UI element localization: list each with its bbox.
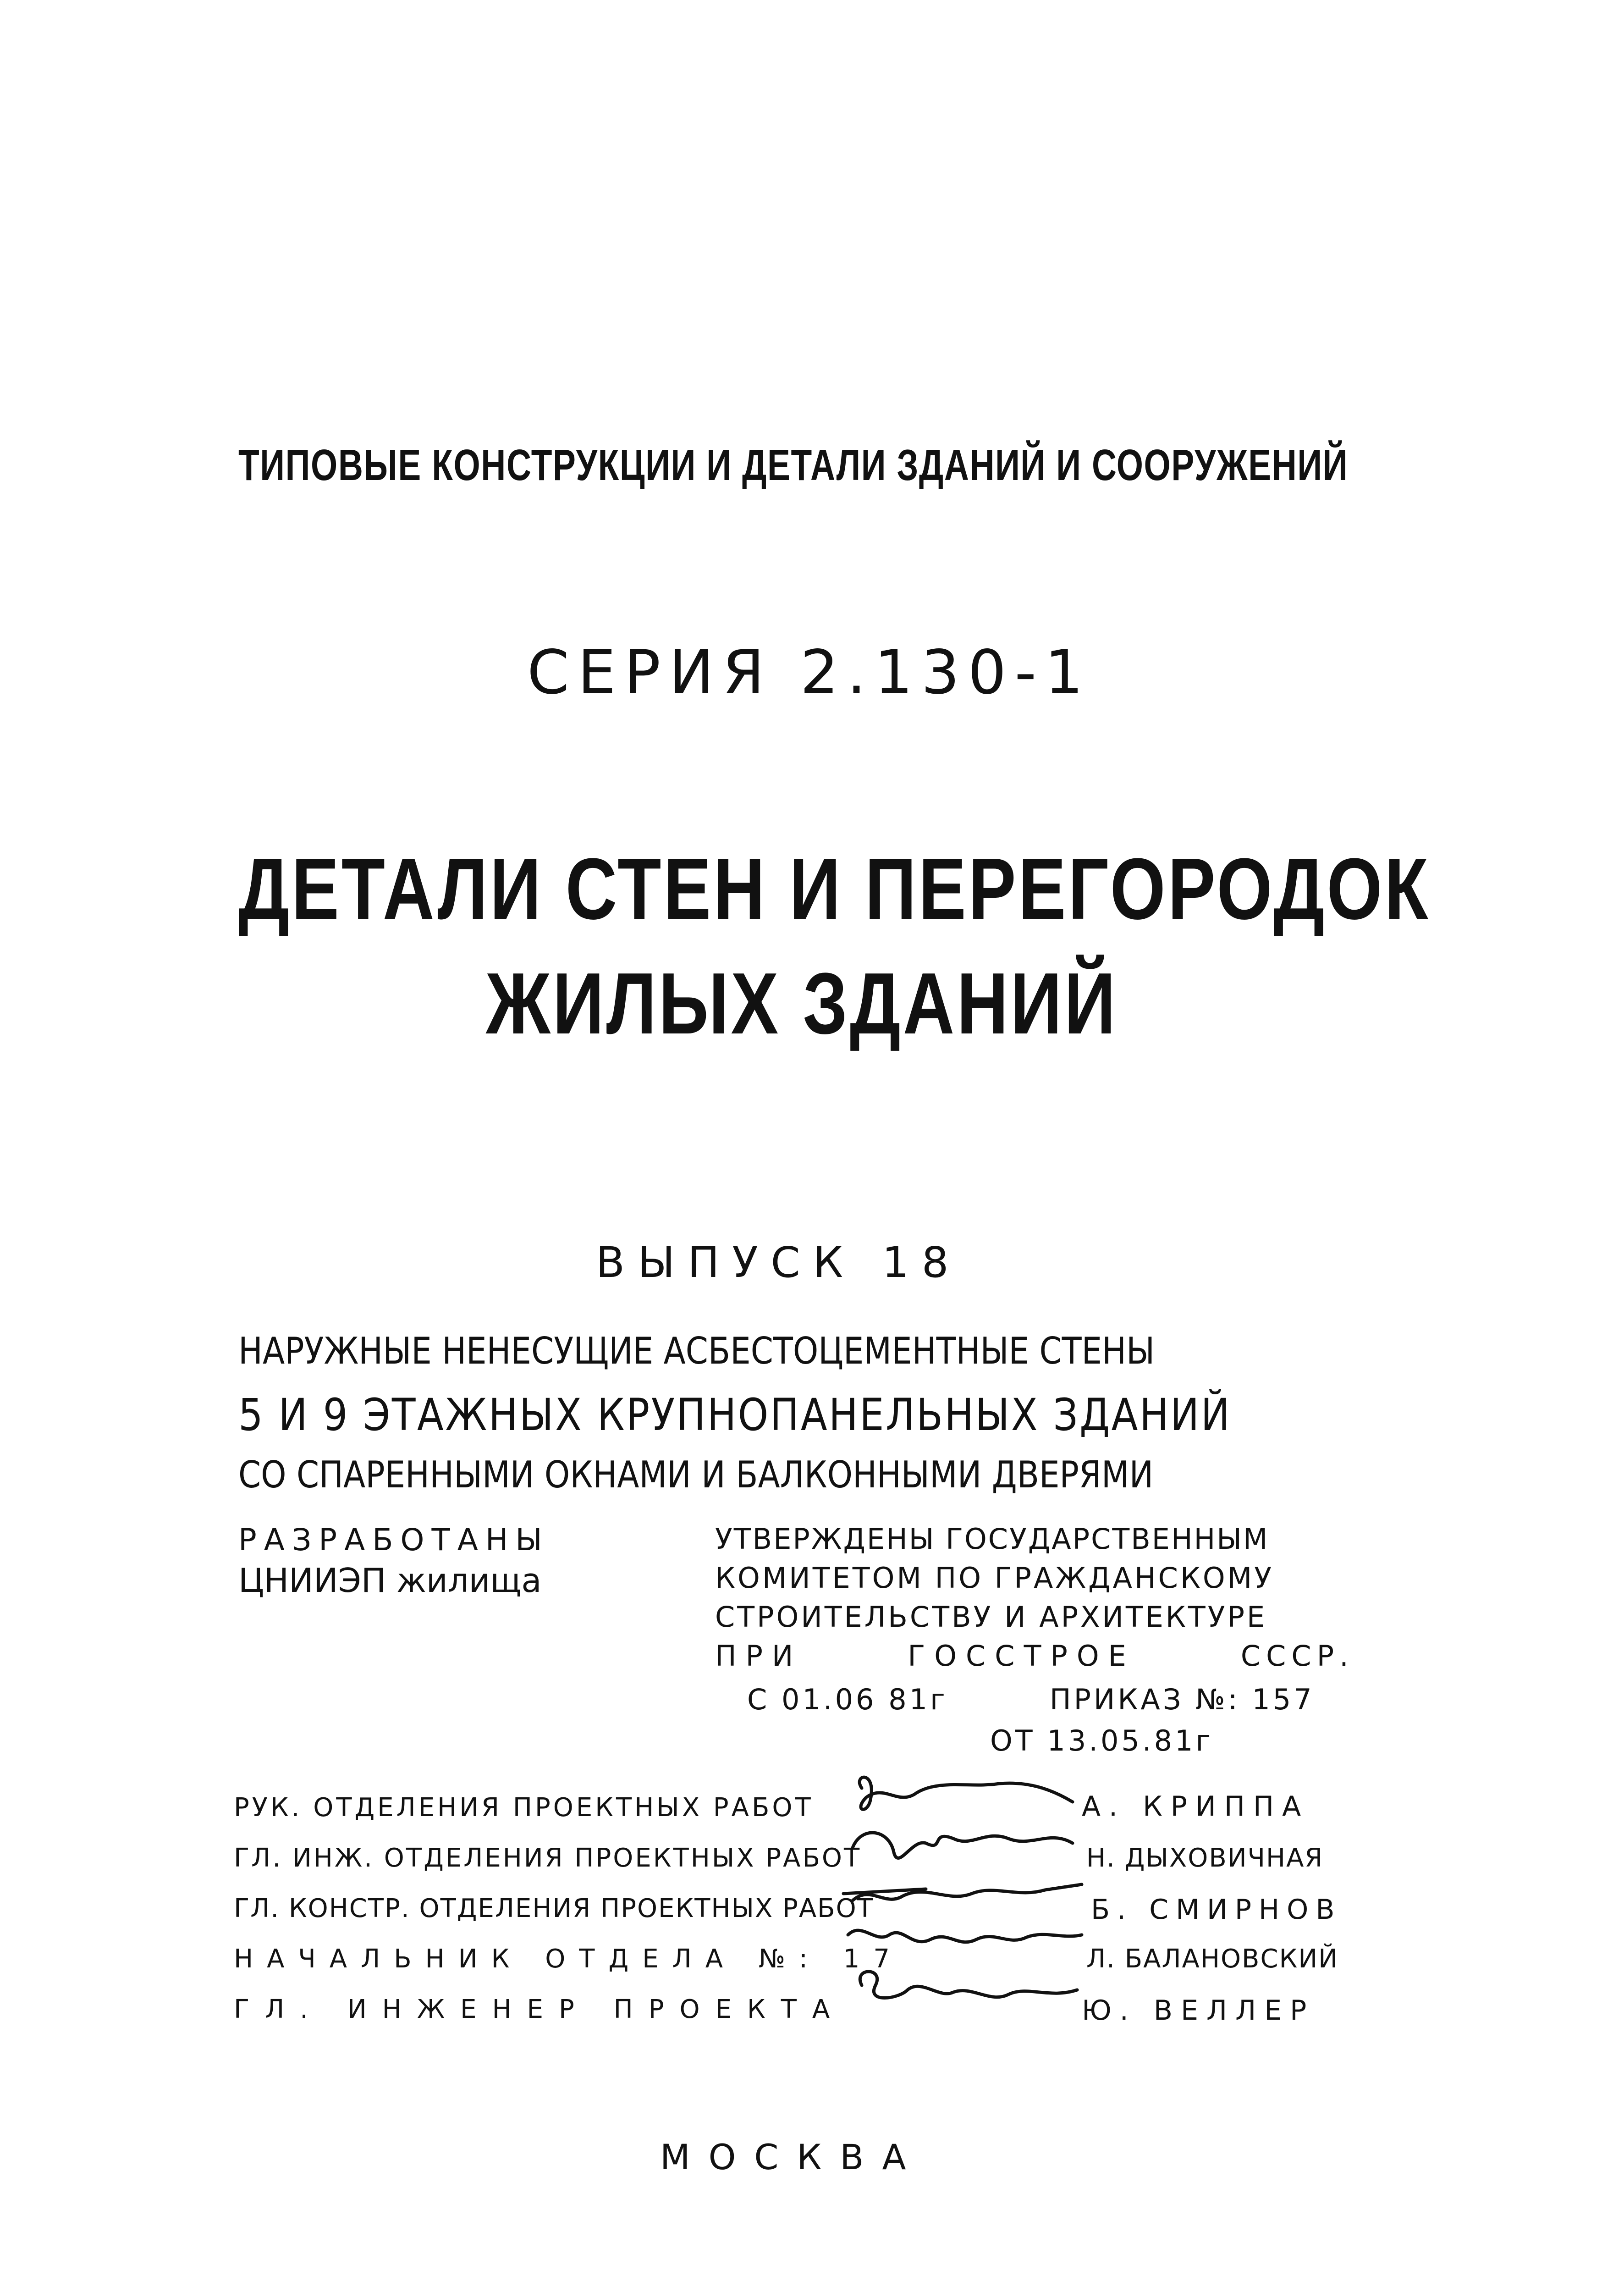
approval-effective-date: С 01.06 81г (747, 1683, 948, 1716)
signatory-role-2: ГЛ. ИНЖ. ОТДЕЛЕНИЯ ПРОЕКТНЫХ РАБОТ (234, 1843, 862, 1873)
issue-label: ВЫПУСК 18 (596, 1238, 962, 1287)
signature-5 (860, 1972, 1077, 1998)
approval-word-pri: ПРИ (715, 1639, 803, 1673)
signature-2 (853, 1833, 1073, 1858)
issue-subtitle-line3: СО СПАРЕННЫМИ ОКНАМИ И БАЛКОННЫМИ ДВЕРЯМИ (238, 1453, 1154, 1496)
approval-order-date: ОТ 13.05.81г (990, 1724, 1214, 1757)
signatory-name-3: Б. СМИРНОВ (1091, 1894, 1342, 1926)
signatory-name-4: Л. БАЛАНОВСКИЙ (1086, 1944, 1339, 1974)
approval-line1: УТВЕРЖДЕНЫ ГОСУДАРСТВЕННЫМ (715, 1522, 1269, 1556)
signatory-name-2: Н. ДЫХОВИЧНАЯ (1086, 1843, 1324, 1873)
signature-1 (859, 1777, 1073, 1809)
series-header: ТИПОВЫЕ КОНСТРУКЦИИ И ДЕТАЛИ ЗДАНИЙ И СООРУЖЕНИЙ (238, 441, 1349, 490)
publication-city: МОСКВА (660, 2137, 925, 2177)
approval-word-gosstroy: ГОССТРОЕ (908, 1639, 1135, 1673)
document-title-line2: ЖИЛЫХ ЗДАНИЙ (486, 955, 1118, 1052)
developer-organization: ЦНИИЭП жилища (238, 1561, 542, 1600)
signatory-name-1: А. КРИППА (1082, 1790, 1310, 1823)
issue-subtitle-line2: 5 И 9 ЭТАЖНЫХ КРУПНОПАНЕЛЬНЫХ ЗДАНИЙ (238, 1389, 1232, 1441)
signature-3 (843, 1884, 1082, 1900)
document-title-line1: ДЕТАЛИ СТЕН И ПЕРЕГОРОДОК (238, 840, 1431, 938)
approval-line2: КОМИТЕТОМ ПО ГРАЖДАНСКОМУ (715, 1561, 1274, 1595)
handwritten-signatures (834, 1770, 1091, 2036)
signatory-role-3: ГЛ. КОНСТР. ОТДЕЛЕНИЯ ПРОЕКТНЫХ РАБОТ (234, 1894, 874, 1923)
approval-line4 (715, 1639, 1354, 1673)
approval-word-ussr: СССР. (1240, 1639, 1354, 1673)
series-number: СЕРИЯ 2.130-1 (527, 637, 1092, 708)
signatory-role-1: РУК. ОТДЕЛЕНИЯ ПРОЕКТНЫХ РАБОТ (234, 1793, 814, 1823)
signature-4 (848, 1930, 1082, 1942)
signatory-name-5: Ю. ВЕЛЛЕР (1082, 1994, 1315, 2027)
developed-label: РАЗРАБОТАНЫ (238, 1522, 550, 1558)
approval-line3: СТРОИТЕЛЬСТВУ И АРХИТЕКТУРЕ (715, 1600, 1267, 1634)
signatory-role-4: НАЧАЛЬНИК ОТДЕЛА №: 17 (234, 1944, 904, 1974)
approval-order-number: ПРИКАЗ №: 157 (1050, 1683, 1315, 1716)
issue-subtitle-line1: НАРУЖНЫЕ НЕНЕСУЩИЕ АСБЕСТОЦЕМЕНТНЫЕ СТЕНЫ (238, 1330, 1155, 1372)
signatory-role-5: ГЛ. ИНЖЕНЕР ПРОЕКТА (234, 1994, 846, 2024)
